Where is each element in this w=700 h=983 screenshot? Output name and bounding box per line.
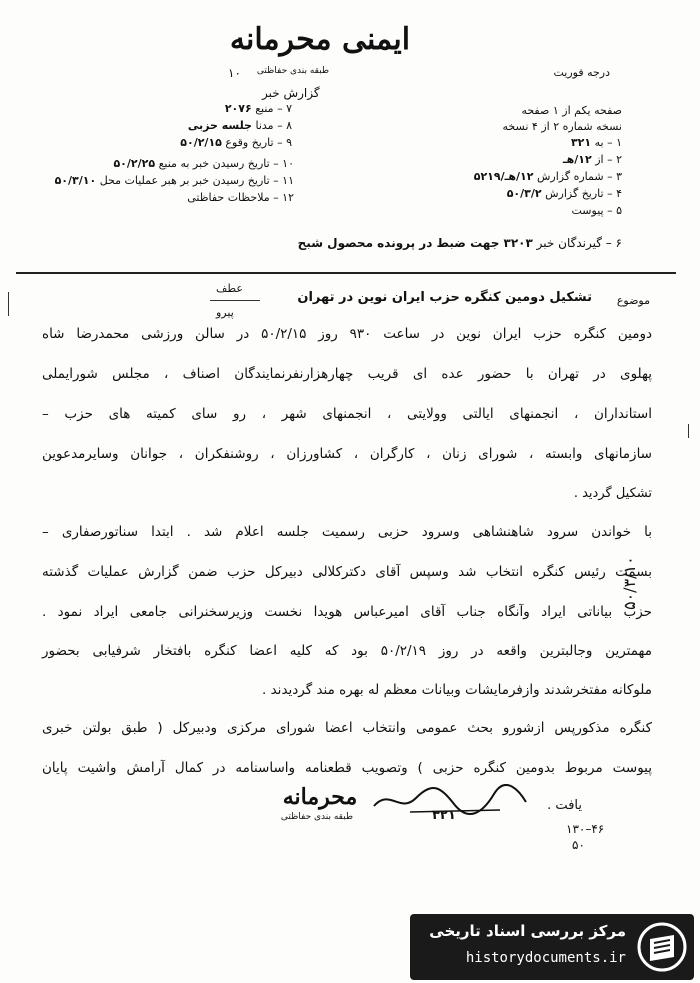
signature-number: ۳۲۱ [432, 808, 456, 823]
body-line-11: کنگره مذکورپس ازشورو بحث عمومی وانتخاب اعضا شورای مرکزی ودبیرکل ( طبق بولتن خبری [42, 720, 652, 736]
body-line-4: سازمانهای وابسته ، شورای زنان ، کارگران ، کشاورزان ، روشنفکران ، جوانان وسایرمدعوین [42, 446, 652, 462]
body-line-6: با خواندن سرود شاهنشاهی وسرود حزبی رسمیت جلسه اعلام شد . ابتدا سناتورصفاری – [42, 524, 652, 540]
field-from: ۲ – از ۱۲/هـ [562, 153, 622, 166]
field-security-notes: ۱۲ – ملاحظات حفاظتی [187, 191, 294, 204]
field-subject-source: ۸ – مدنا جلسه حزبی [187, 119, 292, 132]
field-occurrence-date: ۹ – تاریخ وقوع ۵۰/۲/۱۵ [180, 136, 292, 149]
margin-tick-mark [688, 424, 689, 438]
subject-side-bottom: پیرو [216, 306, 234, 319]
bottom-classification-stamp: محرمانه [282, 784, 358, 810]
subject-label: موضوع [616, 294, 650, 307]
body-line-12: پیوست مربوط بدومین کنگره حزبی ) وتصویب قطعنامه واساسنامه در کمال آرامش واشیت پایان [42, 760, 652, 776]
field-received-source: ۱۰ – تاریخ رسیدن خبر به منبع ۵۰/۲/۲۵ [113, 157, 294, 170]
field-report-date: ۴ – تاریخ گزارش ۵۰/۳/۲ [506, 187, 622, 200]
subject-divider [210, 300, 260, 301]
field-to: ۱ – به ۳۲۱ [570, 136, 622, 149]
field-page: صفحه یکم از ۱ صفحه [521, 104, 622, 117]
body-line-8: حزب بیاناتی ایراد وآنگاه جناب آقای امیرعباس هویدا نخست وزیرسخنرانی جامعی ایراد نمود . [42, 604, 652, 620]
reference-number-2: ۵۰ [572, 838, 585, 852]
margin-bracket-mark [8, 292, 9, 316]
bottom-classification-subtitle: طبقه بندی حفاظتی [280, 812, 354, 822]
field-copy: نسخه شماره ۲ از ۴ نسخه [502, 120, 622, 133]
left-fields-block [42, 102, 292, 153]
field-received-ops: ۱۱ – تاریخ رسیدن خبر بر هبر عملیات محل ۵۰/۳/۱۰ [54, 174, 294, 187]
urgency-label: درجه فوریت [553, 66, 610, 79]
subject-side-top: عطف [216, 282, 243, 295]
watermark-logo-icon [636, 921, 688, 973]
field-source: ۷ – منبع ۲۰۷۶ [224, 102, 292, 115]
body-line-10: ملوکانه مفتخرشدند وازفرمایشات وبیانات معظم له بهره مند گردیدند . [262, 682, 652, 698]
body-line-9: مهمترین وجالبترین واقعه در روز ۵۰/۲/۱۹ بود که کلیه اعضا کنگره بافتخار شرفیابی بحضور [42, 643, 652, 659]
field-recipients: ۶ – گیرندگان خبر ۳۲۰۳ جهت ضبط در پرونده محصول شبح [297, 236, 622, 250]
top-stamp-number: ۱۰ [228, 66, 241, 80]
field-attachment: ۵ – پیوست [571, 204, 622, 217]
header-separator [16, 272, 676, 274]
body-line-13: یافت . [547, 798, 582, 813]
body-line-5: تشکیل گردید . [573, 486, 652, 501]
watermark-title: مرکز بررسی اسناد تاریخی [429, 922, 626, 940]
report-title: گزارش خبر [262, 86, 320, 100]
right-fields-block [322, 104, 622, 221]
subject-text: تشکیل دومین کنگره حزب ایران نوین در تهران [297, 290, 592, 305]
body-line-3: استانداران ، انجمنهای ایالتی وولایتی ، انجمنهای شهر ، رو سای کمیته های حزب – [42, 406, 652, 422]
field-report-number: ۳ – شماره گزارش ۱۲/هـ/۵۲۱۹ [473, 170, 622, 183]
top-classification-subtitle: طبقه بندی حفاظتی [256, 66, 330, 76]
reference-number: ۱۳۰–۴۶ [566, 822, 605, 836]
watermark-url: historydocuments.ir [465, 950, 626, 966]
body-line-7: بسمت رئیس کنگره انتخاب شد وسپس آقای دکترکلالی دبیرکل حزب ضمن گزارش عملیات گذشته [42, 564, 652, 580]
margin-handwritten-note: ۵۰/۳/۱۰ [620, 556, 639, 610]
top-classification-stamp: ایمنی محرمانه [229, 22, 411, 57]
left-fields-block-2 [4, 157, 294, 208]
body-line-1: دومین کنگره حزب ایران نوین در ساعت ۹۳۰ روز ۵۰/۲/۱۵ در سالن ورزشی محمدرضا شاه [42, 326, 652, 342]
body-line-2: پهلوی در تهران با حضور عده ای قریب چهارهزارنفرنمایندگان اصناف ، مجلس شورایملی [42, 366, 652, 382]
